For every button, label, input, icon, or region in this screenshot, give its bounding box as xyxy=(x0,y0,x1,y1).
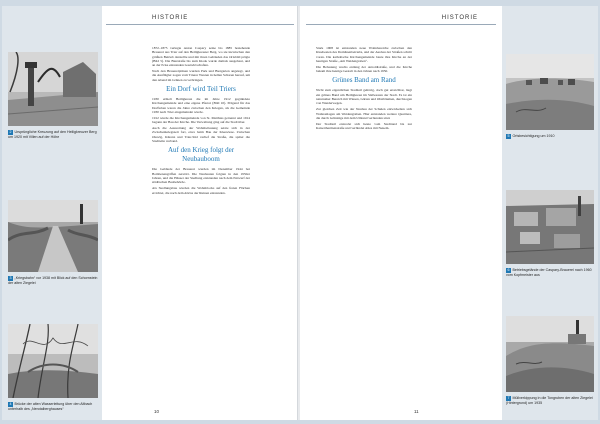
right-header-rule xyxy=(306,24,496,25)
caption-number: 3 xyxy=(9,276,12,280)
photo-village xyxy=(506,54,594,130)
right-page xyxy=(300,6,598,420)
paragraph: Zur gleichen Zeit wie der Neubau der Schulen entwickelten sich Wohnanlagen am Weidengraben. Hier entstanden weitere Quartiere, die durch Grünzüge mit dem Umland verbunden sind. xyxy=(316,107,412,120)
page-number: 11 xyxy=(414,409,419,414)
paragraph: Nicht zum eigentlichen Stadtteil gehörig, doch gut erreichbar, liegt ein grünes Band um Heiligkreuz im Südwesten der Stadt. Es ist ein naturnaher Bereich mit Wiesen, Gärten und Obstbäumen, durchzogen von Wanderwegen. xyxy=(316,88,412,106)
caption-5 xyxy=(506,134,594,139)
left-running-head: HISTORIE xyxy=(152,15,189,21)
section-heading: Ein Dorf wird Teil Triers xyxy=(166,85,236,94)
paragraph: Als Siedlungsbau wurden die Wohnblocks auf den freien Flächen errichtet, die nach dem Abriss der Ruinen entstanden. xyxy=(152,186,250,195)
paragraph: Nach den Brauereiplänen wurden Park und Biergarten angelegt, und die Ausflügler zogen vom Trierer Westen in hellen Scharen herauf, um den Abend im Grünen zu verbringen. xyxy=(152,69,250,82)
paragraph: Auch die Ausweitung der Wohnbebauung setzte sich in der Zwischenkriegszeit fort, etwa beim Bau der Kleewiese. Zwischen Olewig, Kürenz und Trier-Süd verlief die Straße, die später die Stadtteile verband. xyxy=(152,126,250,144)
caption-3 xyxy=(8,276,98,285)
right-running-head: HISTORIE xyxy=(441,15,478,21)
caption-2 xyxy=(8,130,98,139)
caption-number: 2 xyxy=(9,130,12,134)
paragraph: Stark 1908 ist entstanden neue Wohnbereiche zwischen den Kleebeeten des Domänenbetriebs, und der Ausbau der Straßen schritt voran. Die katholische Kirchengemeinde baute ihre Kirche an der heutigen Straße „Am Weidengraben“. xyxy=(316,46,412,63)
left-page xyxy=(2,6,298,420)
paragraph: Die Gebäude der Brauerei wurden im Dezember 1944 bei Bombenangriffen zerstört. Die Neubauten folgten in den 1950er Jahren, und die Häuser der Siedlung entstanden nach dem Entwurf der städtischen Baubehörde. xyxy=(152,167,250,185)
photo-brewery xyxy=(506,190,594,264)
photo-clay-pits xyxy=(506,316,594,392)
caption-text: Ortsbesichtigung um 1910 xyxy=(512,134,555,138)
caption-7 xyxy=(506,396,594,405)
page-number: 10 xyxy=(154,409,160,414)
caption-text: „Kriegsbahn“ vor 1938 mit Blick auf den Schornstein der alten Ziegelei xyxy=(8,276,98,285)
section-heading: Grünes Band am Rand xyxy=(332,76,396,85)
paragraph: Der Stadtteil erstreckt sich heute vom Stadtrand bis zur Kaiserthermenstraße und verbindet Altes mit Neuem. xyxy=(316,121,412,131)
left-header-rule xyxy=(106,24,294,25)
caption-number: 5 xyxy=(507,134,510,138)
photo-bridge xyxy=(8,324,98,398)
photo-crossroads xyxy=(8,52,98,126)
paragraph: 1912 wurde die Kirchengemeinde von St. Matthias getrennt und 1914 begann der Bau der Kirche. Die Verwaltung ging auf die Stadt über. xyxy=(152,115,250,125)
caption-number: 6 xyxy=(507,268,510,272)
caption-number: 4 xyxy=(9,402,12,406)
paragraph: 1930 erhielt Heiligkreuz die im Jahre 1912 gegründete Kirchengemeinde und eine eigene Pfarrei (Bild 10). Prägend für das Dorfleben waren die Jahre zwischen den Kriegen, als die Gemeinde 1930 nach Trier eingemeindet wurde. xyxy=(152,97,250,115)
caption-text: Brücke der alten Wasserleitung über den Altbach unterhalb des „Nerotalberghauses“ xyxy=(8,402,93,411)
caption-4 xyxy=(8,402,98,411)
paragraph: Die Bebauung wuchs entlang der Arnoldistraße, und die Kirche bekam ihre heutige Gestalt in den Jahren nach 1950. xyxy=(316,64,412,74)
caption-number: 7 xyxy=(507,396,510,400)
paragraph: 1872–1875 verlegte Anton Caspary seine bis 1885 bestehende Brauerei aus Trier auf den Heiligkreuzer Berg, wo sie inzwischen den größten Betrieb darstellte und mit ihren Gebäuden das Ortsbild prägte (Bild 5). Die Bierstraße bis zum Kiosk wurde damals ausgebaut, und an der Ecke entstanden Gastwirtschaften. xyxy=(152,46,250,68)
right-text-column xyxy=(316,46,412,132)
section-heading: Auf den Krieg folgt der Neubauboom xyxy=(167,146,235,164)
left-text-column xyxy=(152,46,250,196)
caption-text: Betriebsgelände der Caspary-Brauerei nach 1960 vom Kopfmeister aus xyxy=(506,268,592,277)
photo-railway xyxy=(8,200,98,272)
caption-text: Müllverkippung in die Tongruben der alten Ziegelei (Hintergrund) um 1935 xyxy=(506,396,593,405)
caption-text: Ursprüngliche Kreuzung auf den Heiligkreuzer Berg um 1920 mit Villen auf der Höhe xyxy=(8,130,97,139)
caption-6 xyxy=(506,268,594,277)
